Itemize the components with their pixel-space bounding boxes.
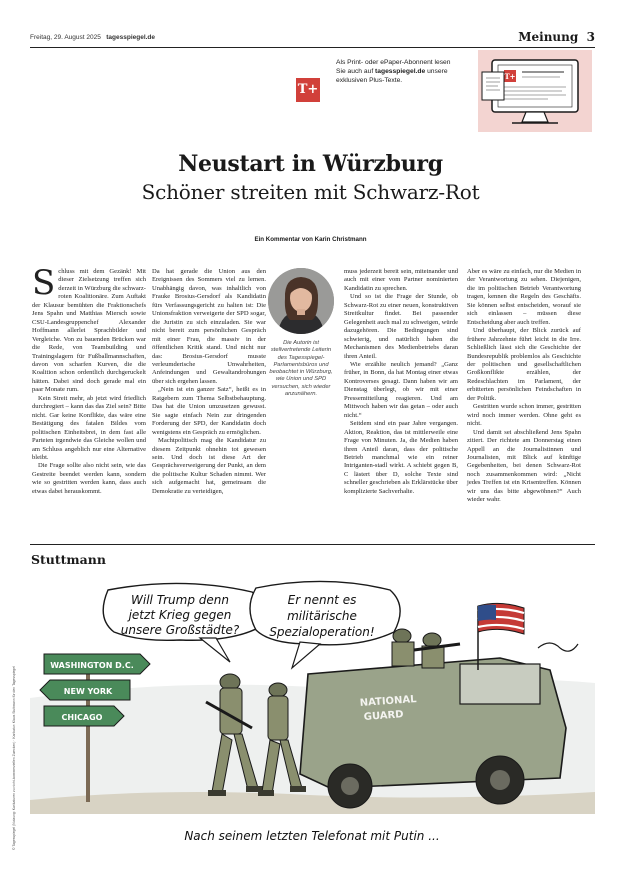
article-headline: Neustart in Würzburg xyxy=(178,151,443,177)
paragraph xyxy=(32,263,146,395)
bubble-left-line3: unsere Großstädte? xyxy=(120,623,240,637)
promo-line3: exklusiven Plus-Texte. xyxy=(336,77,403,85)
paragraph: Machtpolitisch mag die Kandidatur zu diesem Zeitpunkt ohnehin tot gewesen sein. Und doch ist diese Art der Gesprächsverweigerung der Punkt, an dem die politische Kultur Schaden nimmt. Wer sich aufgemacht hat, gemeinsam die Demokratie zu verteidigen, xyxy=(152,437,266,495)
plus-promo-box[interactable] xyxy=(286,50,592,132)
author-photo-caption: Die Autorin ist stellvertretende Leiterin des Tagesspiegel-Parlamentsbüros und beobachtet in Würzburg, wie Union und SPD versuchen, sich wieder anzunähern. xyxy=(269,340,333,398)
computer-icon xyxy=(478,50,592,132)
paragraph: „Nein ist ein ganzer Satz“, heißt es in Ratgebern zum Thema Selbstbehauptung. Das hat die Union umzusetzen gewusst. Sie sagte einfach Nein zur dringenden Forderung der SPD, der Kandidatin doch wenigstens ein Gespräch zu ermöglichen. xyxy=(152,386,266,436)
drop-cap: S xyxy=(32,263,56,303)
cartoon-caption: Nach seinem letzten Telefonat mit Putin ... xyxy=(184,829,440,843)
article-column-1 xyxy=(32,263,146,496)
sign-new-york: NEW YORK xyxy=(63,687,113,696)
sign-washington: WASHINGTON D.C. xyxy=(50,661,134,670)
section-label xyxy=(518,30,595,44)
article-byline: Ein Kommentar von Karin Christmann xyxy=(254,236,367,243)
header-site[interactable]: tagesspiegel.de xyxy=(106,34,156,41)
paragraph: muss jederzeit bereit sein, miteinander und auch mit einer vom Partner nominierten Kandidatin zu sprechen. xyxy=(344,268,458,292)
promo-line2-pre: Sie auch auf xyxy=(336,68,376,76)
computer-illustration xyxy=(478,50,592,132)
bubble-left-line2: jetzt Krieg gegen xyxy=(128,608,232,622)
illustration-tplus-label: T+ xyxy=(504,72,516,81)
header-dateline xyxy=(30,34,155,41)
section-name: Meinung xyxy=(518,30,579,44)
page-number: 3 xyxy=(586,30,595,44)
political-cartoon xyxy=(30,578,595,850)
promo-line1: Als Print- oder ePaper-Abonnent lesen xyxy=(336,59,451,66)
paragraph: Wie erzählte neulich jemand? „Ganz früher, in Bonn, da hat Montag einer etwas Kontroverses gesagt. Dann haben wir am Dienstag überlegt, ob wir mit einer Pressemitteilung reagieren. Und am Mittwoch haben wir das getan – oder auch nicht.“ xyxy=(344,360,458,419)
paragraph: Die Frage sollte also nicht sein, wie das Gestreite beendet werden kann, sondern wie so gestritten werden kann, dass auch etwas dabei herauskommt. xyxy=(32,462,146,495)
bubble-right-line2: militärische xyxy=(287,609,357,623)
vehicle-label-line1: NATIONAL xyxy=(359,694,417,709)
cartoon-divider xyxy=(30,544,595,545)
paragraph: Und damit sei abschließend Jens Spahn zitiert. Der richtete am Donnerstag einen Appell an die Journalistinnen und Journalisten, mit Blick auf künftige Gegebenheiten, bei denen Schwarz-Rot noch zusammenkommen wird: „Nicht jedes Treffen ist ein Krisentreffen. Können wir uns das bitte abgewöhnen?“ Auch wieder wahr. xyxy=(467,428,581,504)
author-photo-block xyxy=(266,268,336,398)
paragraph: Seitdem sind ein paar Jahre vergangen. Aktion, Reaktion, das ist mittlerweile eine Frage von Minuten. Ja, die Medien haben ihren Anteil daran, dass der politische Betrieb manchmal wie ein reiner Intriganten-stadl wirkt. A schiebt gegen B, C lästert über D, solche Texte sind schneller geschrieben als Erklärstücke über komplizierte Sachverhalte. xyxy=(344,420,458,495)
promo-text xyxy=(336,58,496,86)
article-column-4 xyxy=(467,268,581,505)
header-date: Freitag, 29. August 2025 xyxy=(30,34,101,41)
cartoon-section-title: Stuttmann xyxy=(31,552,106,567)
paragraph: Gestritten wurde schon immer, gestritten wird noch immer werden. Ohne geht es nicht. xyxy=(467,403,581,428)
bubble-left-line1: Will Trump denn xyxy=(131,593,229,607)
article-column-3 xyxy=(344,268,458,496)
cartoon-credit: © Tagesspiegel (Nutzung: Karikaturen zu nicht-kommerziellen Zwecken) · Karikatur: Klaus Stuttmann für den Tagesspiegel xyxy=(12,666,16,850)
paragraph: Da hat gerade die Union aus den Ereignissen des Sommers viel zu lernen. Unabhängig davon, was inhaltlich von Frauke Brosius-Gersdorf als Kandidatin fürs Verfassungsgericht zu halten ist: Die Unionsfraktion verweigerte der SPD sogar, die Juristin zu sich einzuladen. Sie war nicht bereit zum persönlichen Gespräch mit einer Frau, die massiv in der öffentlichen Kritik stand. Und nicht nur das: Brosius-Gersdorf musste verleumderische Unwahrheiten, Anfeindungen und Gewaltandrohungen über sich ergehen lassen. xyxy=(152,268,266,385)
page-header xyxy=(30,30,595,46)
bubble-right-line1: Er nennt es xyxy=(287,593,357,607)
bubble-right-line3: Spezialoperation! xyxy=(269,625,375,639)
author-photo-image xyxy=(268,268,334,334)
paragraph-text: chluss mit dem Gezänk! Mit dieser Zielsetzung treffen sich derzeit in Würzburg die schwarz-roten Koalitionäre. Zum Auftakt der Klausur bemühten die Fraktionschefs Jens Spahn und Matthias Miersch sowie CSU-Landesgruppenchef Alexander Hoffmann allerlei Sprachbilder und Vergleiche. Von zu bauenden Brücken war die Rede, von Teambuilding und Trainingslagern für Fußballmannschaften, davon von scharfen Kurven, die die Koalition schon ordentlich durchgeruckelt hätten. Dabei sind doch gerade mal ein paar Monate rum. xyxy=(32,268,146,394)
promo-link[interactable]: tagesspiegel.de xyxy=(375,68,426,76)
sign-chicago: CHICAGO xyxy=(61,713,103,722)
paragraph: Und überhaupt, der Blick zurück auf frühere Jahrzehnte führt leicht in die Irre. Schließlich lässt sich die Geschichte der Bundesrepublik problemlos als Geschichte der politischen und gesellschaftlichen Großkonflikte erzählen, der Redeschlachten im Parlament, der erbitterten persönlichen Feindschaften in der Politik. xyxy=(467,327,581,402)
cartoon-drawing xyxy=(30,578,595,850)
promo-line2-post: unsere xyxy=(425,68,448,76)
article-subheadline: Schöner streiten mit Schwarz-Rot xyxy=(141,180,480,204)
paragraph: Kein Streit mehr, ab jetzt wird friedlich durchregiert – kann das das Ziel sein? Bitte nicht. Gar keine Konflikte, das wäre eine Bestätigung des fatalen Bildes vom politischen Einheitsbrei, in dem fast alle Parteien irgendwie das Gleiche wollen und am Schluss angeblich nur eine Alternative bleibt. xyxy=(32,394,146,461)
paragraph: Aber es wäre zu einfach, nur die Medien in der Verantwortung zu sehen. Diejenigen, die im politischen Betrieb Verantwortung tragen, kennen die Regeln des Geschäfts. Sie können selbst entscheiden, worauf sie sich einlassen – müssen diese Entscheidung aber auch treffen. xyxy=(467,268,581,326)
vehicle-label-line2: GUARD xyxy=(363,709,404,723)
author-portrait xyxy=(268,268,334,334)
tplus-badge-icon: T+ xyxy=(296,78,320,102)
article-column-2 xyxy=(152,268,266,496)
header-divider xyxy=(30,47,595,48)
paragraph: Und so ist die Frage der Stunde, ob Schwarz-Rot zu einer neuen, konstruktiven Streitkultur findet. Bei passender Gelegenheit auch mal zu schweigen, würde dazugehören. Die Bedingungen sind schwierig, und natürlich haben die Mechanismen des Medienbetriebs daran ihren Anteil. xyxy=(344,293,458,360)
